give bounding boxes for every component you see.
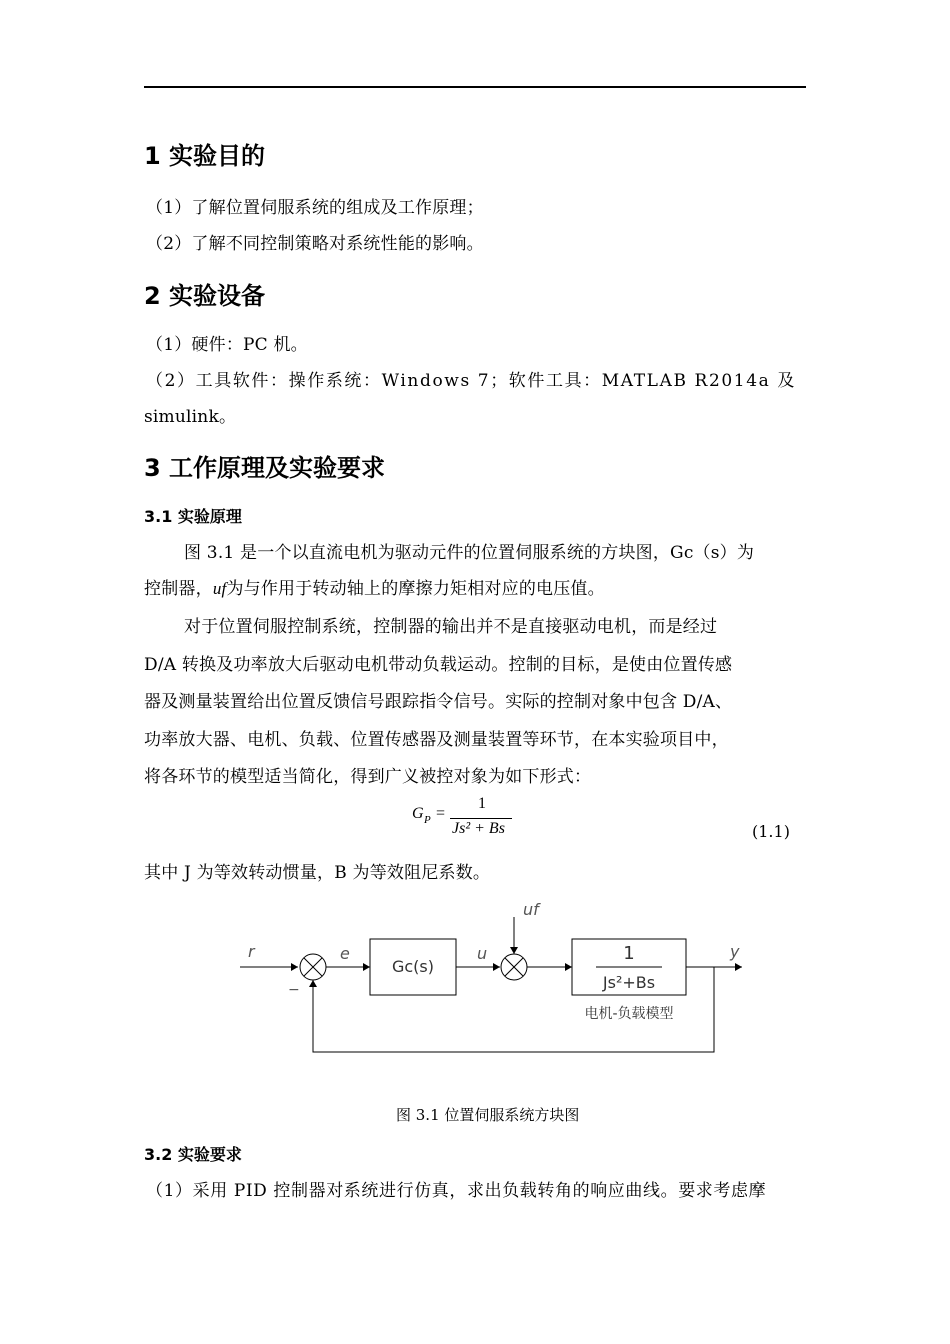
equation-label: (1.1) (752, 822, 790, 841)
section2-item-1: （1）硬件：PC 机。 (146, 335, 308, 355)
formula-numerator: 1 (478, 795, 486, 812)
section3-2-heading: 3.2 实验要求 (144, 1145, 242, 1164)
section2-item-2: （2）工具软件：操作系统：Windows 7；软件工具：MATLAB R2014a 及 (146, 371, 796, 391)
para1-line1: 图 3.1 是一个以直流电机为驱动元件的位置伺服系统的方块图，Gc（s）为 (184, 543, 755, 563)
section2-heading: 2 实验设备 (144, 282, 266, 310)
diagram-error-label: e (340, 944, 350, 963)
diagram-plant-numerator: 1 (623, 943, 635, 964)
uf-symbol: uf (212, 579, 227, 598)
para2-line2: D/A 转换及功率放大后驱动电机带动负载运动。控制的目标，是使由位置传感 (144, 655, 733, 675)
para2-line3: 器及测量装置给出位置反馈信号跟踪指令信号。实际的控制对象中包含 D/A、 (144, 692, 733, 712)
section1-heading: 1 实验目的 (144, 142, 266, 170)
diagram-input-label: r (248, 942, 255, 961)
formula-equals: = (436, 805, 446, 822)
para1-line2: 控制器，uf为与作用于转动轴上的摩擦力矩相对应的电压值。 (144, 579, 605, 599)
figure-caption: 图 3.1 位置伺服系统方块图 (396, 1106, 580, 1124)
diagram-controller-label: Gc(s) (391, 957, 435, 976)
section1-item-1: （1）了解位置伺服系统的组成及工作原理； (146, 198, 484, 218)
formula-lhs-sub: P (424, 814, 431, 826)
para4: （1）采用 PID 控制器对系统进行仿真，求出负载转角的响应曲线。要求考虑摩 (146, 1181, 767, 1201)
diagram-disturbance-label: uf (523, 900, 539, 919)
section3-heading: 3 工作原理及实验要求 (144, 454, 386, 482)
diagram-control-label: u (477, 944, 488, 963)
section2-item-2-cont: simulink。 (144, 407, 237, 427)
diagram-plant-caption: 电机-负载模型 (584, 1006, 674, 1022)
para2-line1: 对于位置伺服控制系统，控制器的输出并不是直接驱动电机，而是经过 (184, 617, 718, 637)
diagram-plant-denominator: Js²+Bs (602, 973, 656, 992)
formula-denominator: Js² + Bs (452, 820, 505, 837)
block-diagram (230, 895, 760, 1065)
formula-fraction-bar (450, 818, 512, 819)
para2-line5: 将各环节的模型适当简化，得到广义被控对象为如下形式： (144, 767, 592, 787)
diagram-minus-sign: − (288, 982, 300, 998)
para3: 其中 J 为等效转动惯量，B 为等效阻尼系数。 (144, 863, 491, 883)
formula-gp (410, 796, 520, 846)
formula-lhs: G (412, 805, 424, 822)
diagram-output-label: y (730, 942, 740, 961)
header-rule (144, 86, 806, 88)
section1-item-2: （2）了解不同控制策略对系统性能的影响。 (146, 234, 484, 254)
section3-1-heading: 3.1 实验原理 (144, 507, 242, 526)
para2-line4: 功率放大器、电机、负载、位置传感器及测量装置等环节，在本实验项目中， (144, 730, 729, 750)
